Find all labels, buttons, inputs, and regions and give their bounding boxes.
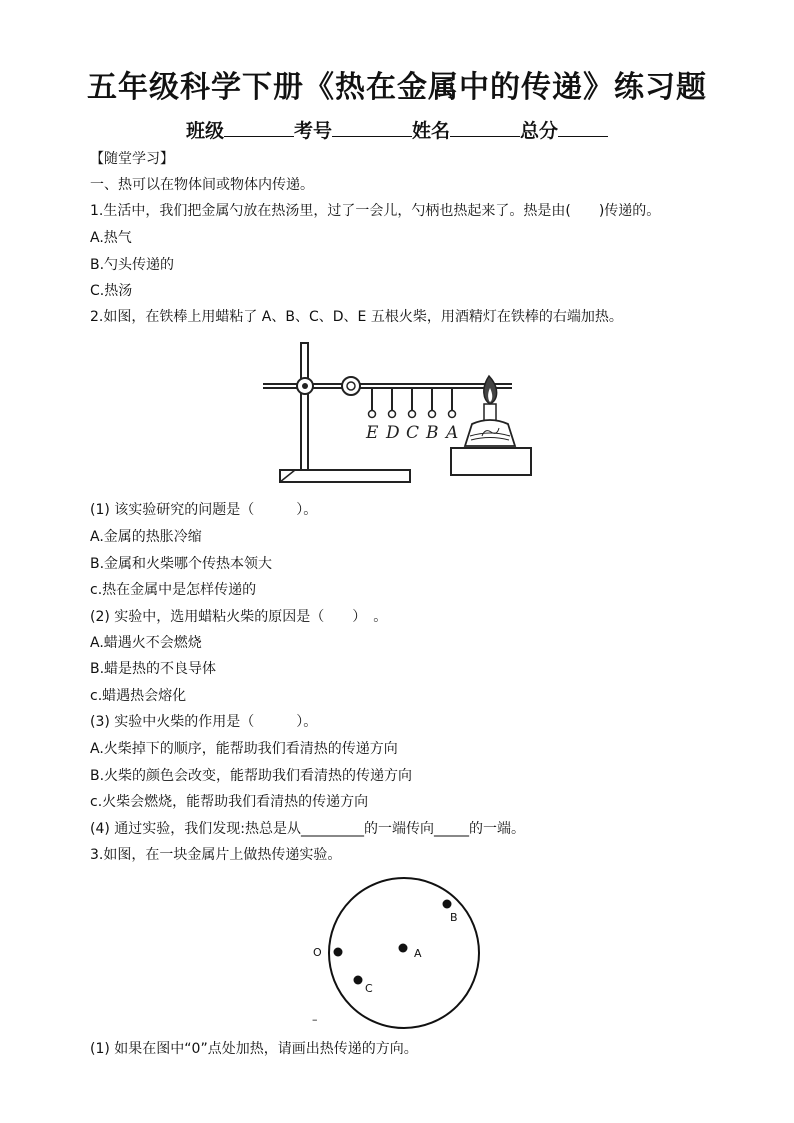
point-b-label: B <box>450 911 458 924</box>
q2-1-option-c: c.热在金属中是怎样传递的 <box>90 582 257 598</box>
q1-option-b: B.勺头传递的 <box>90 257 175 273</box>
question-2: 2.如图，在铁棒上用蜡粘了 A、B、C、D、E 五根火柴，用酒精灯在铁棒的右端加热。 <box>90 309 623 325</box>
point-c-dot <box>354 976 363 985</box>
q2-sub-3: (3) 实验中火柴的作用是（ ）。 <box>90 714 318 730</box>
q2-3-option-a: A.火柴掉下的顺序，能帮助我们看清热的传递方向 <box>90 741 398 757</box>
q2-sub-4: (4) 通过实验，我们发现:热总是从_________的一端传向_____的一端。 <box>90 821 525 837</box>
iron-rod-experiment-figure <box>255 338 540 488</box>
question-3: 3.如图，在一块金属片上做热传递实验。 <box>90 847 342 863</box>
score-blank[interactable] <box>558 118 608 137</box>
q3-sub-1: (1) 如果在图中“0”点处加热，请画出热传递的方向。 <box>90 1041 418 1057</box>
class-blank[interactable] <box>224 118 294 137</box>
q2-2-option-a: A.蜡遇火不会燃烧 <box>90 635 202 651</box>
point-o-label: O <box>313 946 322 959</box>
name-label: 姓名 <box>412 120 451 142</box>
match-label-a: A <box>446 423 459 443</box>
q1-option-a: A.热气 <box>90 230 132 246</box>
matches <box>369 389 456 418</box>
metal-plate-circle <box>329 878 479 1028</box>
q2-2-option-b: B.蜡是热的不良导体 <box>90 661 217 677</box>
point-o-dot <box>334 948 343 957</box>
bottom-mark: – <box>312 1013 318 1026</box>
q2-1-option-b: B.金属和火柴哪个传热本领大 <box>90 556 273 572</box>
match-label-c: C <box>406 423 420 443</box>
page-title: 五年级科学下册《热在金属中的传递》练习题 <box>87 70 707 105</box>
stand-pole <box>301 343 308 470</box>
q1-option-c: C.热汤 <box>90 283 133 299</box>
score-label: 总分 <box>520 120 559 142</box>
match-label-b: B <box>426 423 439 443</box>
question-1: 1.生活中，我们把金属勺放在热汤里，过了一会儿，勺柄也热起来了。热是由( )传递的。 <box>90 203 661 219</box>
exam-no-blank[interactable] <box>332 118 412 137</box>
alcohol-lamp <box>465 404 515 446</box>
class-label: 班级 <box>185 120 224 142</box>
q2-sub-1: (1) 该实验研究的问题是（ ）。 <box>90 502 318 518</box>
q2-sub-2: (2) 实验中，选用蜡粘火柴的原因是（ ） 。 <box>90 609 388 625</box>
q2-1-option-a: A.金属的热胀冷缩 <box>90 529 202 545</box>
section-one-title: 一、热可以在物体间或物体内传递。 <box>90 177 314 193</box>
q2-3-option-c: c.火柴会燃烧，能帮助我们看清热的传递方向 <box>90 794 369 810</box>
metal-plate-figure <box>305 873 485 1033</box>
section-heading: 【随堂学习】 <box>90 151 174 167</box>
match-label-d: D <box>386 423 400 443</box>
point-a-label: A <box>414 947 422 960</box>
point-a-dot <box>399 944 408 953</box>
match-label-e: E <box>366 423 379 443</box>
point-c-label: C <box>365 982 373 995</box>
q2-3-option-b: B.火柴的颜色会改变，能帮助我们看清热的传递方向 <box>90 768 413 784</box>
exam-no-label: 考号 <box>293 120 332 142</box>
wooden-block <box>451 448 531 475</box>
student-info-row <box>0 116 794 143</box>
q2-2-option-c: c.蜡遇热会熔化 <box>90 688 187 704</box>
name-blank[interactable] <box>450 118 520 137</box>
point-b-dot <box>443 900 452 909</box>
stand-base <box>280 470 410 482</box>
